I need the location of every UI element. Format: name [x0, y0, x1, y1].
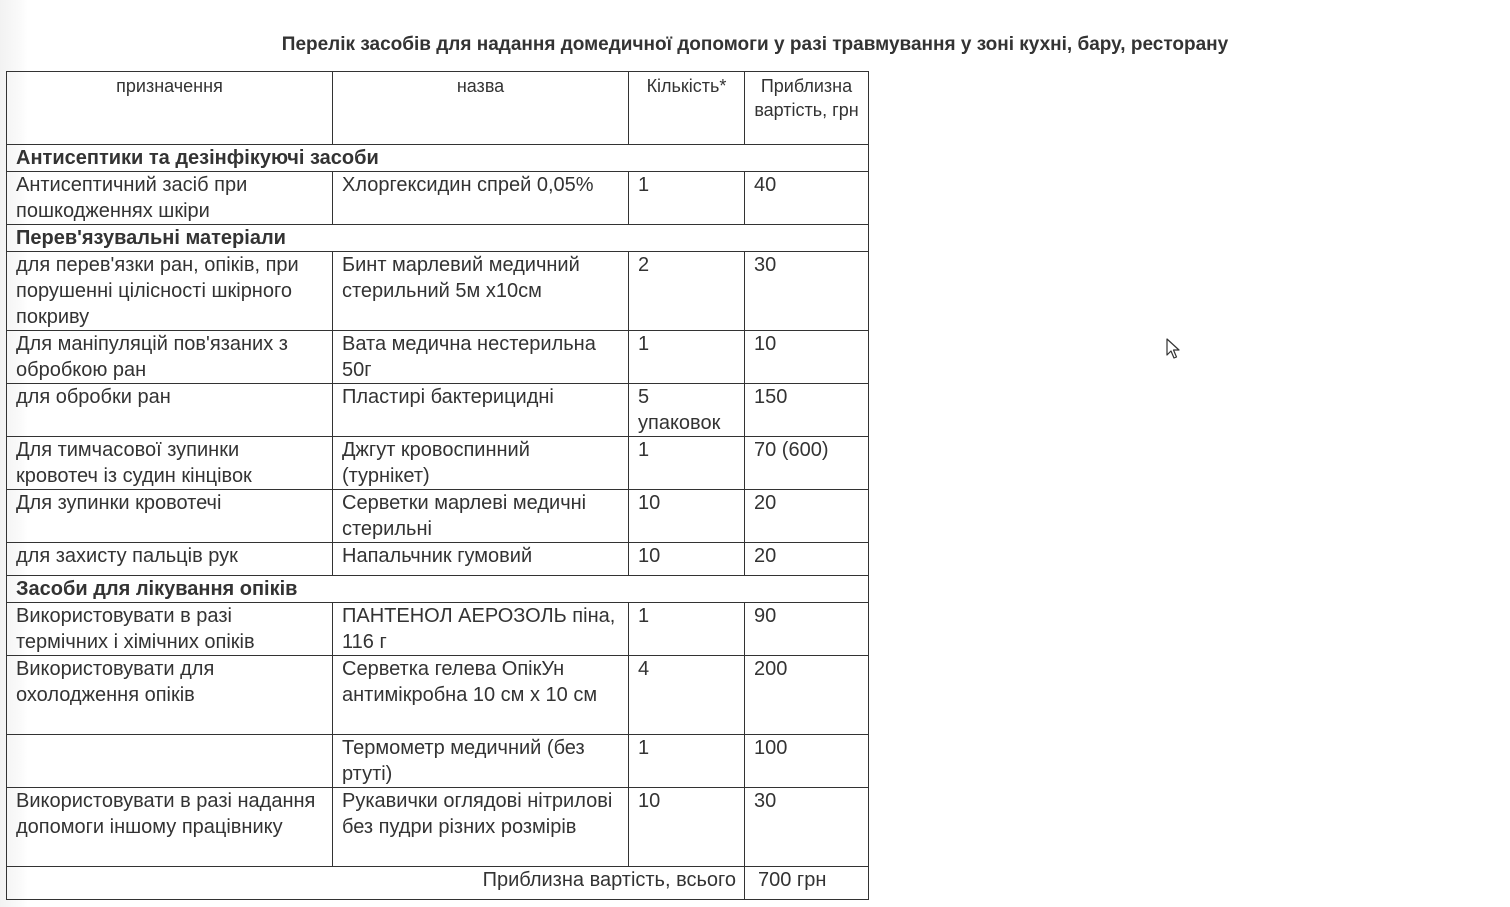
cell-price: 40 [745, 172, 869, 225]
cell-price: 20 [745, 490, 869, 543]
table-row [7, 735, 869, 788]
cell-quantity: 10 [629, 788, 745, 867]
section-title: Антисептики та дезінфікуючі засоби [7, 145, 869, 172]
table-row [7, 603, 869, 656]
table-row [7, 384, 869, 437]
header-purpose: призначення [7, 72, 333, 145]
cell-purpose: Використовувати в разі термічних і хімічних опіків [7, 603, 333, 656]
cell-quantity: 1 [629, 331, 745, 384]
cell-name: Рукавички оглядові нітрилові без пудри різних розмірів [333, 788, 629, 867]
table-body [7, 145, 869, 900]
document-title: Перелік засобів для надання домедичної допомоги у разі травмування у зоні кухні, бару, ресторану [281, 34, 1229, 55]
cell-price: 10 [745, 331, 869, 384]
table-row [7, 252, 869, 331]
cell-price: 30 [745, 788, 869, 867]
cell-quantity: 4 [629, 656, 745, 735]
table-row [7, 172, 869, 225]
cell-name: Вата медична нестерильна 50г [333, 331, 629, 384]
cell-purpose: Використовувати в разі надання допомоги іншому працівнику [7, 788, 333, 867]
header-quantity: Кількість* [629, 72, 745, 145]
cell-price: 200 [745, 656, 869, 735]
table-row [7, 543, 869, 576]
cell-purpose: Використовувати для охолодження опіків [7, 656, 333, 735]
cell-name: Пластирі бактерицидні [333, 384, 629, 437]
cell-purpose: Антисептичний засіб при пошкодженнях шкіри [7, 172, 333, 225]
section-row [7, 145, 869, 172]
cell-purpose: для обробки ран [7, 384, 333, 437]
first-aid-supplies-table [6, 71, 869, 900]
section-row [7, 576, 869, 603]
total-row [7, 867, 869, 900]
cell-name: Напальчник гумовий [333, 543, 629, 576]
table-row [7, 490, 869, 543]
cell-purpose: Для тимчасової зупинки кровотеч із судин кінцівок [7, 437, 333, 490]
cell-quantity: 1 [629, 437, 745, 490]
cell-purpose: для перев'язки ран, опіків, при порушенні цілісності шкірного покриву [7, 252, 333, 331]
section-title: Перев'язувальні матеріали [7, 225, 869, 252]
cell-name: ПАНТЕНОЛ АЕРОЗОЛЬ піна, 116 г [333, 603, 629, 656]
cell-purpose [7, 735, 333, 788]
cell-name: Серветки марлеві медичні стерильні [333, 490, 629, 543]
total-label: Приблизна вартість, всього [7, 867, 745, 900]
section-title: Засоби для лікування опіків [7, 576, 869, 603]
cell-name: Термометр медичний (без ртуті) [333, 735, 629, 788]
cell-name: Хлоргексидин спрей 0,05% [333, 172, 629, 225]
section-row [7, 225, 869, 252]
cell-price: 20 [745, 543, 869, 576]
cell-name: Джгут кровоспинний (турнікет) [333, 437, 629, 490]
cell-quantity: 1 [629, 735, 745, 788]
cell-quantity: 10 [629, 490, 745, 543]
cell-quantity: 1 [629, 172, 745, 225]
cell-purpose: Для маніпуляцій пов'язаних з обробкою ран [7, 331, 333, 384]
cell-quantity: 5 упаковок [629, 384, 745, 437]
table-row [7, 331, 869, 384]
cell-purpose: Для зупинки кровотечі [7, 490, 333, 543]
table-row [7, 656, 869, 735]
cell-name: Бинт марлевий медичний стерильний 5м х10см [333, 252, 629, 331]
header-name: назва [333, 72, 629, 145]
cell-quantity: 2 [629, 252, 745, 331]
cell-quantity: 1 [629, 603, 745, 656]
total-value: 700 грн [745, 867, 869, 900]
cell-price: 90 [745, 603, 869, 656]
table-row [7, 437, 869, 490]
cell-quantity: 10 [629, 543, 745, 576]
table-header-row [7, 72, 869, 145]
cell-name: Серветка гелева ОпікУн антимікробна 10 см х 10 см [333, 656, 629, 735]
cell-price: 100 [745, 735, 869, 788]
cell-purpose: для захисту пальців рук [7, 543, 333, 576]
cell-price: 70 (600) [745, 437, 869, 490]
cell-price: 150 [745, 384, 869, 437]
table-row [7, 788, 869, 867]
header-price: Приблизна вартість, грн [745, 72, 869, 145]
cell-price: 30 [745, 252, 869, 331]
mouse-pointer-icon [1166, 338, 1180, 360]
